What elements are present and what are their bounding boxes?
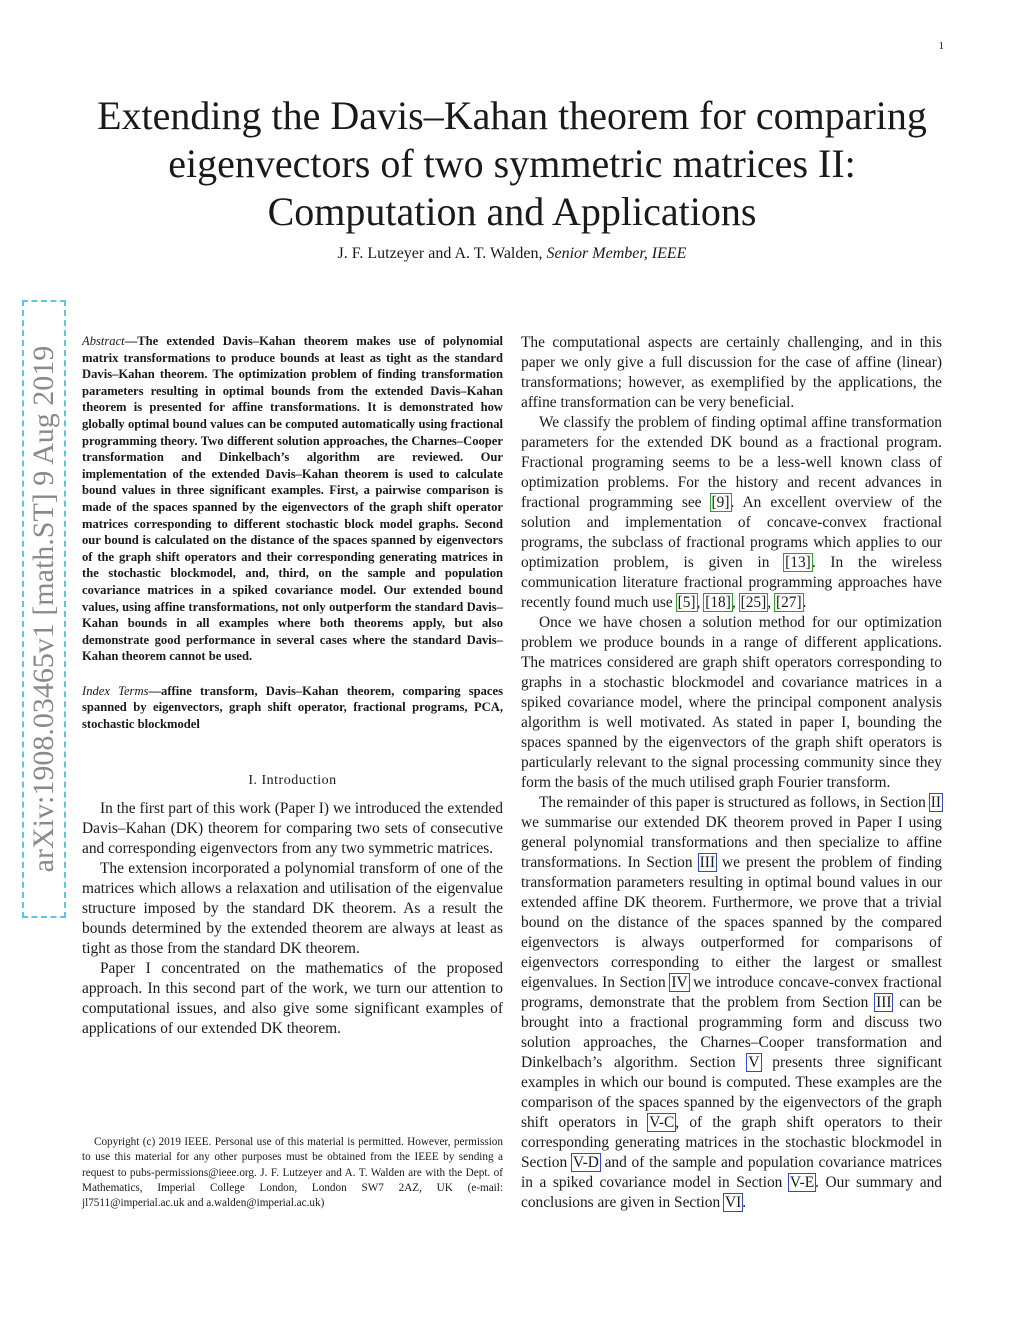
section-link-V-C[interactable]: V-C [649,1114,675,1131]
abstract [82,333,503,665]
citation-link-25[interactable]: [25] [740,594,767,611]
text-run: , of the graph shift operators to their corresponding generating matrices in the stochastic blockmodel in Section [521,1114,943,1171]
section-link-V-E[interactable]: V-E [789,1174,815,1191]
abstract-label: Abstract [82,334,125,348]
right-paragraph-2 [521,413,942,613]
text-run: , [767,594,775,611]
text-run: , [731,594,740,611]
text-run: . In the wireless communication literature fractional programming approaches have recently found much use [521,554,942,611]
arxiv-stamp [22,300,66,918]
citation-link-13[interactable]: [13] [785,554,811,571]
section-heading-introduction: I. Introduction [248,772,337,788]
section-link-V[interactable]: V [748,1054,760,1071]
paper-title: Extending the Davis–Kahan theorem for comparing eigenvectors of two symmetric matrices II: Computation and Applications [97,93,927,234]
text-run: . [742,1194,747,1211]
arxiv-identifier: arXiv:1908.03465v1 [math.ST] 9 Aug 2019 [27,345,60,873]
left-column [82,333,503,1039]
right-column [521,333,942,1213]
text-run: we present the problem of finding transformation parameters resulting in optimal bound values in our extended affine DK theorem. Furthermore, we prove that a trivial bound on the distance of the spaces spanned by the compared eigenvectors is always outperformed for comparisons of eigenvectors corresponding to either the largest or smallest eigenvalues. In Section [521,854,942,991]
section-link-III[interactable]: III [699,854,715,871]
section-link-II[interactable]: II [930,794,941,811]
text-run: we summarise our extended DK theorem proved in Paper I using general polynomial transformations and then specialize to affine transformations. In Section [521,814,942,871]
text-run: can be brought into a fractional programming form and discuss two solution approaches, the Charnes–Cooper transformation and Dinkelbach’s algorithm. Section [521,994,942,1071]
citation-link-5[interactable]: [5] [677,594,696,611]
author-affiliation: Senior Member, IEEE [546,245,687,262]
copyright-footnote: Copyright (c) 2019 IEEE. Personal use of this material is permitted. However, permission to use this material for any other purposes must be obtained from the IEEE by sending a request to pubs-permissions@ieee.org. J. F. Lutzeyer and A. T. Walden are with the Dept. of Mathematics, Imperial College London, London SW7 2AZ, UK (e-mail: jl7511@imperial.ac.uk and a.walden@imperial.ac.uk) [82,1136,503,1210]
section-link-III[interactable]: III [876,994,892,1011]
index-terms-text: —affine transform, Davis–Kahan theorem, comparing spaces spanned by eigenvectors, graph shift operator, fractional programs, PCA, stochastic blockmodel [82,683,503,732]
text-run: The remainder of this paper is structured as follows, in Section [539,794,930,811]
text-run: We classify the problem of finding optimal affine transformation parameters for the extended DK bound as a fractional program. Fractional programing seems to be a less-well known class of optimization problems. For the history and recent advances in fractional programming see [521,414,942,511]
intro-paragraph-3: Paper I concentrated on the mathematics of the proposed approach. In this second part of the work, we turn our attention to computational issues, and also give some significant examples of applications of our extended DK theorem. [82,959,503,1037]
intro-paragraph-1: In the first part of this work (Paper I) we introduced the extended Davis–Kahan (DK) theorem for comparing two sets of consecutive and corresponding eigenvectors from any two symmetric matrices. [82,799,503,857]
text-run: and of the sample and population covariance matrices in a spiked covariance model in Section [521,1154,943,1191]
text-run: . [802,594,807,611]
text-run: . Our summary and conclusions are given in Section [521,1174,942,1211]
right-paragraph-3: Once we have chosen a solution method for our optimization problem we produce bounds in a range of different applications. The matrices considered are graph shift operators corresponding to graphs in a stochastic blockmodel and covariance matrices in a spiked covariance model, where the principal component analysis algorithm is well motivated. As stated in paper I, bounding the spaces spanned by the eigenvectors of the graph shift operators is particularly relevant to the signal processing community since they form the basis of the much utilised graph Fourier transform. [521,614,942,791]
section-link-V-D[interactable]: V-D [572,1154,599,1171]
section-link-VI[interactable]: VI [725,1194,742,1211]
text-run: presents three significant examples in which our bound is computed. These examples are the comparison of the spaces spanned by the eigenvectors of the graph shift operators in [521,1054,942,1131]
right-paragraph-1: The computational aspects are certainly challenging, and in this paper we only give a full discussion for the case of affine (linear) transformations; however, as exemplified by the applications, the affine transformation can be very beneficial. [521,334,942,411]
right-paragraph-4 [521,793,942,1213]
text-run: we introduce concave-convex fractional programs, demonstrate that the problem from Section [521,974,942,1011]
abstract-text: —The extended Davis–Kahan theorem makes use of polynomial matrix transformations to produce bounds at least as tight as the standard Davis–Kahan theorem. The optimization problem of finding transformation parameters resulting in optimal bounds from the extended Davis–Kahan theorem is presented for affine transformations. It is demonstrated how globally optimal bound values can be computed automatically using fractional programming theory. Two different solution approaches, the Charnes–Cooper transformation and Dinkelbach’s algorithm are reviewed. Our implementation of the extended Davis–Kahan theorem is used to calculate bound values in three significant examples. First, a pairwise comparison is made of the spaces spanned by the eigenvectors of the graph shift operator matrices corresponding to different stochastic block model graphs. Second our bound is calculated on the distance of the spaces spanned by eigenvectors of the graph shift operators and their corresponding generating matrices in the stochastic blockmodel, and, third, on the sample and population covariance matrices in a spiked covariance model. Our extended bound values, using affine transformations, not only outperform the standard Davis–Kahan bounds in all examples where both theorems apply, but also demonstrate good performance in several cases where the standard Davis–Kahan theorem cannot be used. [82,334,503,664]
text-run: . An excellent overview of the solution and implementation of concave-convex fractional programs, the subclass of fractional programs which applies to our optimization problem, is given in [521,494,942,571]
index-terms-label: Index Terms [82,683,149,698]
page-number: 1 [938,40,944,52]
authors [60,245,964,263]
text-run: , [696,594,705,611]
index-terms [82,683,503,733]
author-names: J. F. Lutzeyer and A. T. Walden, [337,245,547,262]
intro-paragraph-2: The extension incorporated a polynomial transform of one of the matrices which allows a relaxation and utilisation of the eigenvalue structure imposed by the standard DK theorem. As a result the bounds determined by the extended theorem are always at least as tight as those from the standard DK theorem. [82,859,503,957]
section-link-IV[interactable]: IV [671,974,688,991]
citation-link-27[interactable]: [27] [775,594,802,611]
citation-link-18[interactable]: [18] [705,594,731,611]
citation-link-9[interactable]: [9] [711,494,730,511]
